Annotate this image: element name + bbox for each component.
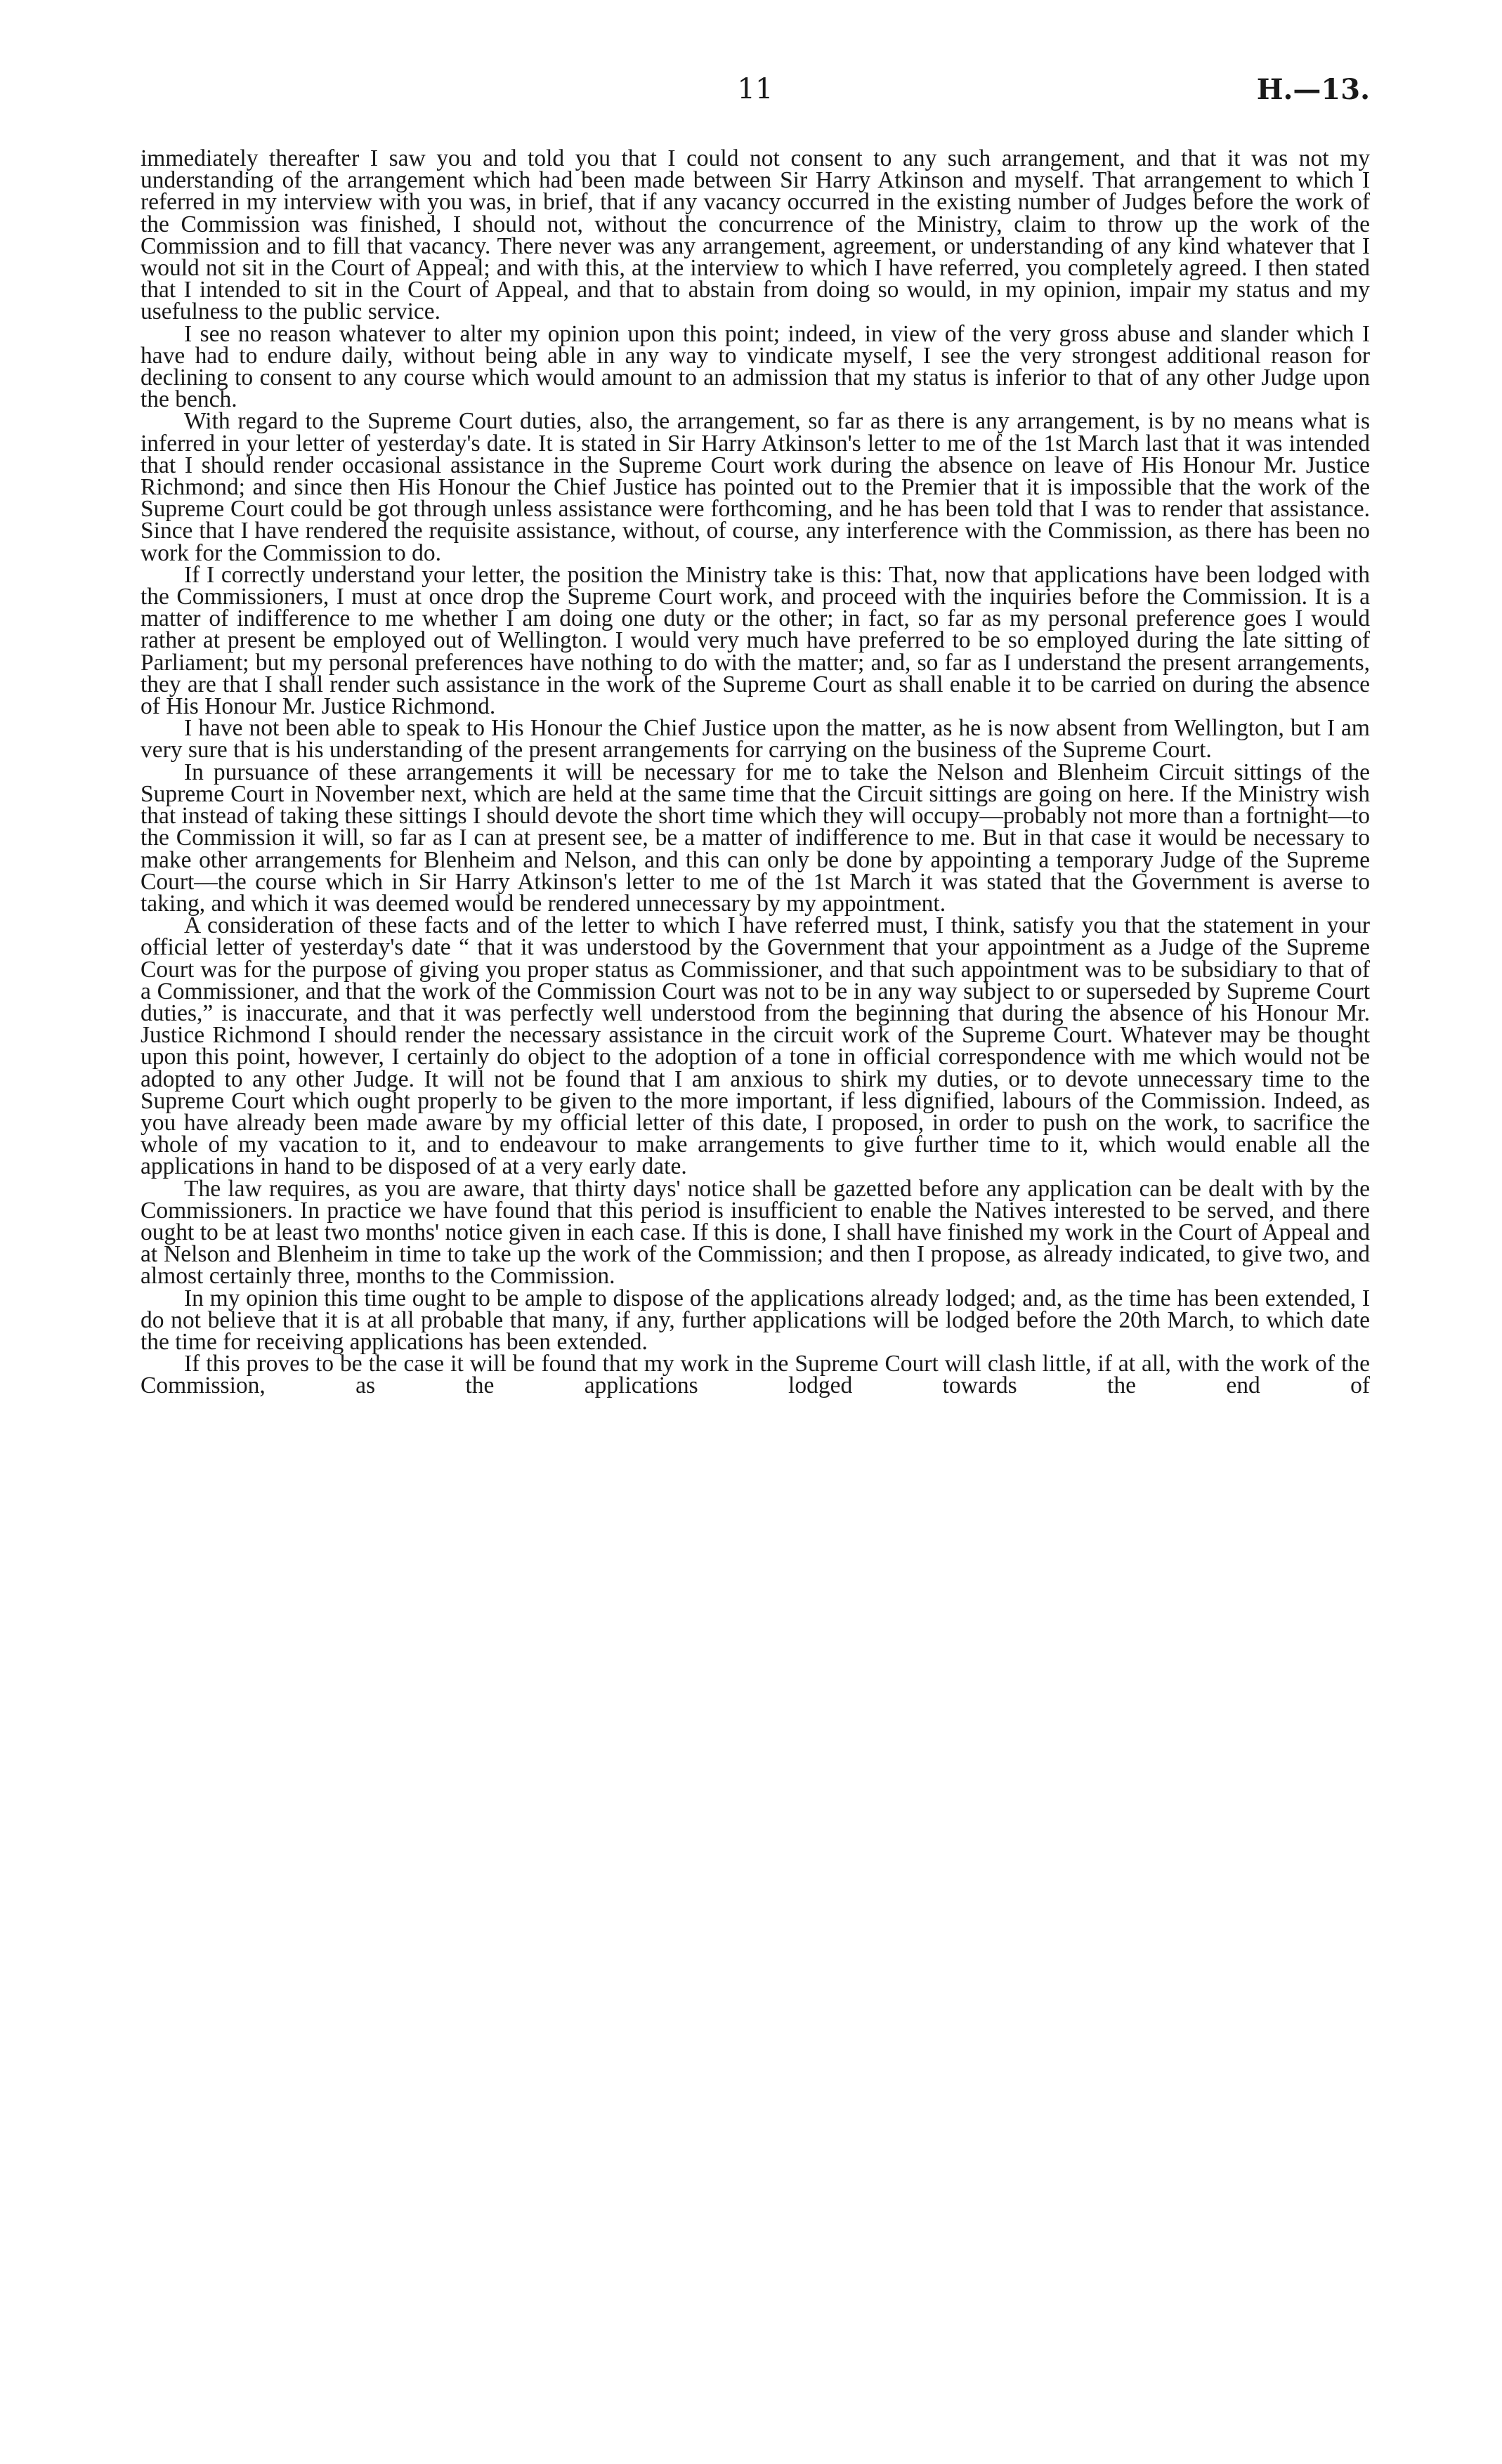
paragraph: With regard to the Supreme Court duties, also, the arrangement, so far as there is any arrangement, is by no means what is inferred in your letter of yesterday's date. It is stated in Sir Harry Atkinson's letter to me of the 1st March last that it was intended that I should render occasional assistance in the Supreme Court work during the absence on leave of His Honour Mr. Justice Richmond; and since then His Honour the Chief Justice has pointed out to the Premier that it is impossible that the work of the Supreme Court could be got through unless assistance were forthcoming, and he has been told that I was to render that assistance. Since that I have rendered the requisite assistance, without, of course, any interference with the Commission, as there has been no work for the Commission to do. <box>141 408 1370 566</box>
page-header <box>141 73 1370 115</box>
letter-body <box>141 145 1370 1399</box>
paragraph: In pursuance of these arrangements it will be necessary for me to take the Nelson and Blenheim Circuit sittings of the Supreme Court in November next, which are held at the same time that the Circuit sittings are going on here. If the Ministry wish that instead of taking these sittings I should devote the short time which they will occupy—probably not more than a fortnight—to the Commission it will, so far as I can at present see, be a matter of indifference to me. But in that case it would be necessary to make other arrangements for Blenheim and Nelson, and this can only be done by appointing a temporary Judge of the Supreme Court—the course which in Sir Harry Atkinson's letter to me of the 1st March it was stated that the Government is averse to taking, and which it was deemed would be rendered unnecessary by my appointment. <box>141 759 1370 917</box>
paragraph: In my opinion this time ought to be ample to dispose of the applications already lodged; and, as the time has been extended, I do not believe that it is at all probable that many, if any, further applications will be lodged before the 20th March, to which date the time for receiving applications has been extended. <box>141 1285 1370 1355</box>
paragraph: I see no reason whatever to alter my opinion upon this point; indeed, in view of the very gross abuse and slander which I have had to endure daily, without being able in any way to vindicate myself, I see the very strongest additional reason for declining to consent to any course which would amount to an admission that my status is inferior to that of any other Judge upon the bench. <box>141 320 1370 413</box>
paragraph: A consideration of these facts and of the letter to which I have referred must, I think, satisfy you that the statement in your official letter of yesterday's date “ that it was understood by the Government that your appointment as a Judge of the Supreme Court was for the purpose of giving you proper status as Commissioner, and that such appointment was to be subsidiary to that of a Commissioner, and that the work of the Commission Court was not to be in any way subject to or superseded by Supreme Court duties,” is inaccurate, and that it was perfectly well understood from the beginning that during the absence of his Honour Mr. Justice Richmond I should render the necessary assistance in the circuit work of the Supreme Court. Whatever may be thought upon this point, however, I certainly do object to the adoption of a tone in official correspondence with me which would not be adopted to any other Judge. It will not be found that I am anxious to shirk my duties, or to devote unnecessary time to the Supreme Court which ought properly to be given to the more important, if less dignified, labours of the Commission. Indeed, as you have already been made aware by my official letter of this date, I proposed, in order to push on the work, to sacrifice the whole of my vacation to it, and to endeavour to make arrangements to give further time to it, which would enable all the applications in hand to be disposed of at a very early date. <box>141 912 1370 1180</box>
paragraph-truncated: If this proves to be the case it will be found that my work in the Supreme Court will clash little, if at all, with the work of the Commission, as the applications lodged towards the end of <box>141 1351 1370 1399</box>
document-reference: H.—13. <box>1256 73 1370 106</box>
page-number: 11 <box>737 73 773 105</box>
paragraph: If I correctly understand your letter, the position the Ministry take is this: That, now that applications have been lodged with the Commissioners, I must at once drop the Supreme Court work, and proceed with the inquiries before the Commission. It is a matter of indifference to me whether I am doing one duty or the other; in fact, so far as my personal preference goes I would rather at present be employed out of Wellington. I would very much have preferred to be so employed during the late sitting of Parliament; but my personal preferences have nothing to do with the matter; and, so far as I understand the present arrangements, they are that I shall render such assistance in the work of the Supreme Court as shall enable it to be carried on during the absence of His Honour Mr. Justice Richmond. <box>141 561 1370 720</box>
paragraph: The law requires, as you are aware, that thirty days' notice shall be gazetted before any application can be dealt with by the Commissioners. In practice we have found that this period is insufficient to enable the Natives interested to be served, and there ought to be at least two months' notice given in each case. If this is done, I shall have finished my work in the Court of Appeal and at Nelson and Blenheim in time to take up the work of the Commission; and then I propose, as already indicated, to give two, and almost certainly three, months to the Commission. <box>141 1175 1370 1290</box>
paragraph: I have not been able to speak to His Honour the Chief Justice upon the matter, as he is now absent from Wellington, but I am very sure that is his understanding of the present arrangements for carrying on the business of the Supreme Court. <box>141 715 1370 764</box>
paragraph-continuation: immediately thereafter I saw you and told you that I could not consent to any such arrangement, and that it was not my understanding of the arrangement which had been made between Sir Harry Atkinson and myself. That arrangement to which I referred in my interview with you was, in brief, that if any vacancy occurred in the existing number of Judges before the work of the Commission was finished, I should not, without the concurrence of the Ministry, claim to throw up the work of the Commission and to fill that vacancy. There never was any arrangement, agreement, or understanding of any kind whatever that I would not sit in the Court of Appeal; and with this, at the interview to which I have referred, you completely agreed. I then stated that I intended to sit in the Court of Appeal, and that to abstain from doing so would, in my opinion, impair my status and my usefulness to the public service. <box>141 145 1370 325</box>
